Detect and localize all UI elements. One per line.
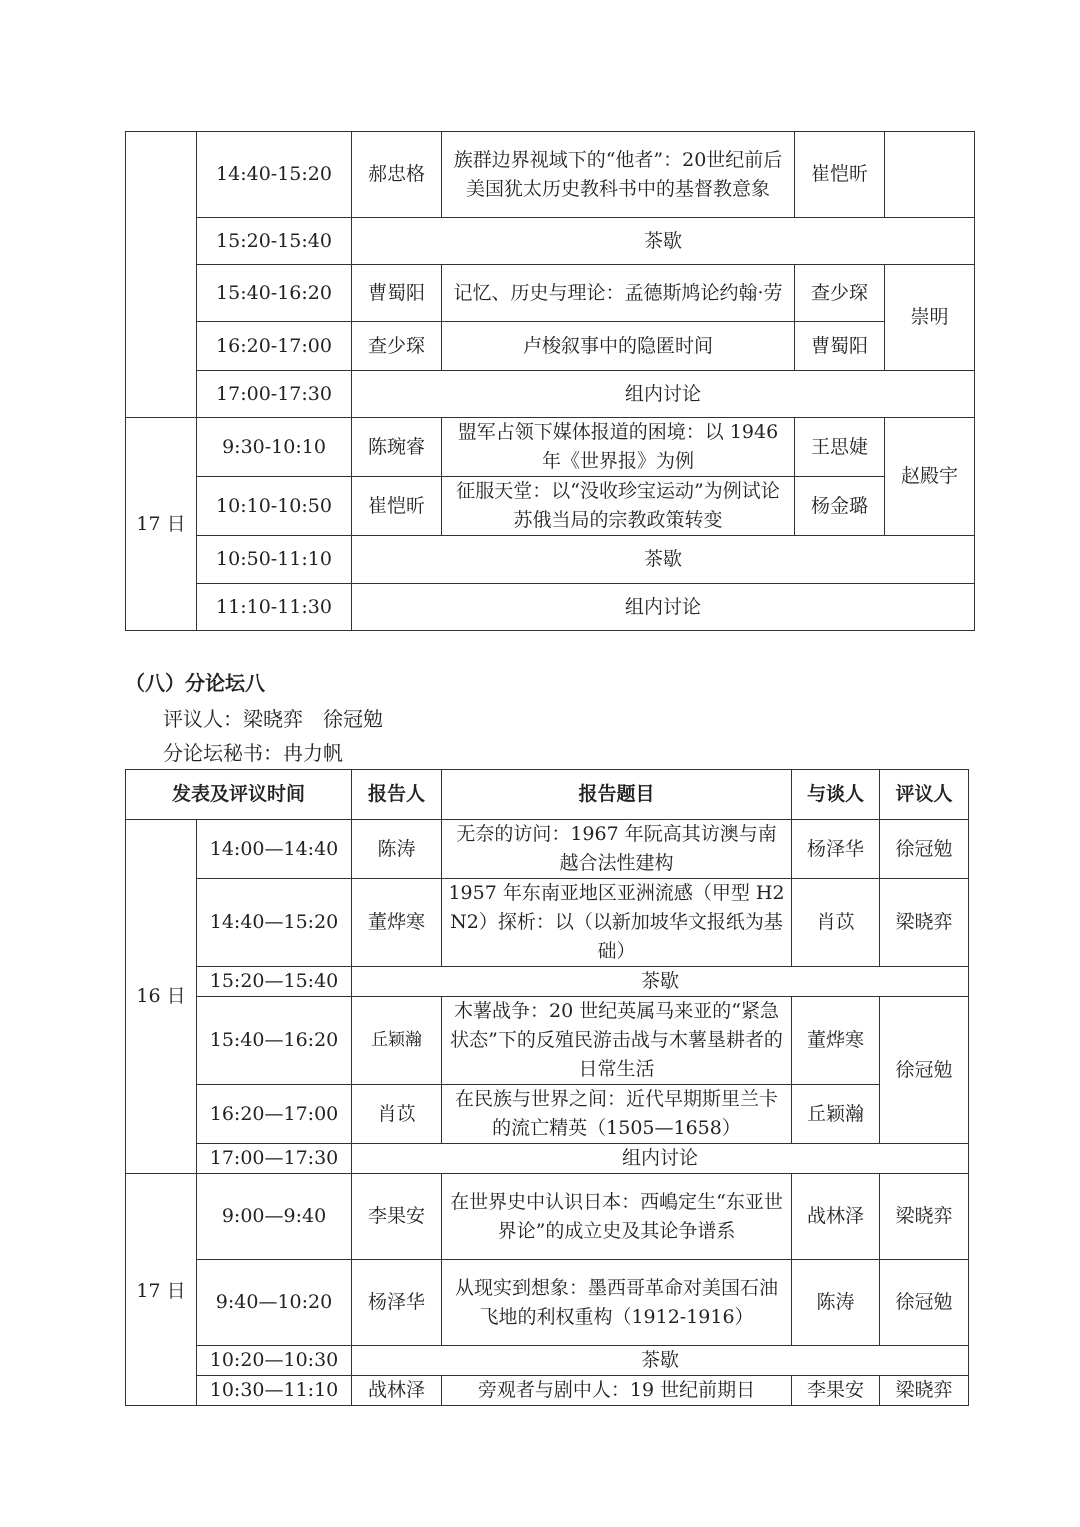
table-row xyxy=(126,322,975,371)
note-cell: 组内讨论 xyxy=(352,1144,969,1174)
table-row xyxy=(126,1346,969,1376)
reviewers-line: 评议人：梁晓弈 徐冠勉 xyxy=(163,707,383,731)
time-cell: 10:20—10:30 xyxy=(197,1346,352,1376)
time-cell: 14:40—15:20 xyxy=(197,879,352,967)
discussant-cell: 曹蜀阳 xyxy=(795,322,885,371)
reviewer-cell xyxy=(885,132,975,218)
day-cell: 17 日 xyxy=(126,418,197,631)
header-title: 报告题目 xyxy=(442,770,792,820)
speaker-cell: 杨泽华 xyxy=(352,1260,442,1346)
time-cell: 9:40—10:20 xyxy=(197,1260,352,1346)
note-cell: 组内讨论 xyxy=(352,371,975,418)
note-cell: 茶歇 xyxy=(352,967,969,997)
header-reviewer: 评议人 xyxy=(880,770,969,820)
discussant-cell: 肖苡 xyxy=(792,879,880,967)
title-cell: 盟军占领下媒体报道的困境：以 1946 年《世界报》为例 xyxy=(442,418,795,477)
schedule-table-continued xyxy=(125,131,975,631)
time-cell: 17:00—17:30 xyxy=(197,1144,352,1174)
title-cell: 在世界史中认识日本：西嶋定生“东亚世界论”的成立史及其论争谱系 xyxy=(442,1174,792,1260)
table-row xyxy=(126,997,969,1085)
discussant-cell: 陈涛 xyxy=(792,1260,880,1346)
speaker-cell: 董烨寒 xyxy=(352,879,442,967)
table-row xyxy=(126,584,975,631)
table-row xyxy=(126,132,975,218)
title-cell: 1957 年东南亚地区亚洲流感（甲型 H2N2）探析：以（以新加坡华文报纸为基础） xyxy=(442,879,792,967)
discussant-cell: 战林泽 xyxy=(792,1174,880,1260)
table-row xyxy=(126,371,975,418)
reviewer-cell: 赵殿宇 xyxy=(885,418,975,536)
title-cell: 无奈的访问：1967 年阮高其访澳与南越合法性建构 xyxy=(442,820,792,879)
time-cell: 16:20—17:00 xyxy=(197,1085,352,1144)
title-cell: 木薯战争：20 世纪英属马来亚的“紧急状态”下的反殖民游击战与木薯垦耕者的日常生活 xyxy=(442,997,792,1085)
note-cell: 茶歇 xyxy=(352,536,975,584)
speaker-cell: 战林泽 xyxy=(352,1376,442,1406)
title-cell: 卢梭叙事中的隐匿时间 xyxy=(442,322,795,371)
time-cell: 9:00—9:40 xyxy=(197,1174,352,1260)
table-row xyxy=(126,1260,969,1346)
title-cell: 旁观者与剧中人：19 世纪前期日 xyxy=(442,1376,792,1406)
time-cell: 10:30—11:10 xyxy=(197,1376,352,1406)
header-discussant: 与谈人 xyxy=(792,770,880,820)
speaker-cell: 曹蜀阳 xyxy=(352,265,442,322)
table-row xyxy=(126,477,975,536)
time-cell: 15:40—16:20 xyxy=(197,997,352,1085)
time-cell: 14:40-15:20 xyxy=(197,132,352,218)
table-row xyxy=(126,1174,969,1260)
title-cell: 记忆、历史与理论：孟德斯鸠论约翰·劳 xyxy=(442,265,795,322)
header-speaker: 报告人 xyxy=(352,770,442,820)
day-cell xyxy=(126,132,197,418)
time-cell: 15:20—15:40 xyxy=(197,967,352,997)
discussant-cell: 李果安 xyxy=(792,1376,880,1406)
discussant-cell: 杨金璐 xyxy=(795,477,885,536)
speaker-cell: 陈涛 xyxy=(352,820,442,879)
title-cell: 从现实到想象：墨西哥革命对美国石油飞地的利权重构（1912-1916） xyxy=(442,1260,792,1346)
speaker-cell: 陈琬睿 xyxy=(352,418,442,477)
title-cell: 在民族与世界之间：近代早期斯里兰卡的流亡精英（1505—1658） xyxy=(442,1085,792,1144)
table-row xyxy=(126,1376,969,1406)
time-cell: 16:20-17:00 xyxy=(197,322,352,371)
table-row xyxy=(126,218,975,265)
time-cell: 15:20-15:40 xyxy=(197,218,352,265)
speaker-cell: 李果安 xyxy=(352,1174,442,1260)
day-cell: 16 日 xyxy=(126,820,197,1174)
speaker-cell: 郝忠格 xyxy=(352,132,442,218)
table-row xyxy=(126,1144,969,1174)
speaker-cell: 查少琛 xyxy=(352,322,442,371)
time-cell: 10:50-11:10 xyxy=(197,536,352,584)
speaker-cell: 肖苡 xyxy=(352,1085,442,1144)
table-row xyxy=(126,536,975,584)
table-row xyxy=(126,265,975,322)
header-row xyxy=(126,770,969,820)
discussant-cell: 丘颖瀚 xyxy=(792,1085,880,1144)
reviewer-cell: 徐冠勉 xyxy=(880,997,969,1144)
speaker-cell: 丘颖瀚 xyxy=(352,997,442,1085)
table-row xyxy=(126,879,969,967)
time-cell: 17:00-17:30 xyxy=(197,371,352,418)
schedule-table-forum-8 xyxy=(125,769,969,1406)
time-cell: 9:30-10:10 xyxy=(197,418,352,477)
time-cell: 10:10-10:50 xyxy=(197,477,352,536)
time-cell: 15:40-16:20 xyxy=(197,265,352,322)
table-row xyxy=(126,1085,969,1144)
reviewer-cell: 崇明 xyxy=(885,265,975,371)
note-cell: 组内讨论 xyxy=(352,584,975,631)
table-row xyxy=(126,418,975,477)
speaker-cell: 崔恺昕 xyxy=(352,477,442,536)
discussant-cell: 董烨寒 xyxy=(792,997,880,1085)
note-cell: 茶歇 xyxy=(352,218,975,265)
header-time: 发表及评议时间 xyxy=(126,770,352,820)
section-heading: （八）分论坛八 xyxy=(125,671,265,695)
time-cell: 14:00—14:40 xyxy=(197,820,352,879)
title-cell: 征服天堂：以“没收珍宝运动”为例试论苏俄当局的宗教政策转变 xyxy=(442,477,795,536)
reviewer-cell: 徐冠勉 xyxy=(880,1260,969,1346)
reviewer-cell: 梁晓弈 xyxy=(880,1174,969,1260)
discussant-cell: 杨泽华 xyxy=(792,820,880,879)
day-cell: 17 日 xyxy=(126,1174,197,1406)
discussant-cell: 查少琛 xyxy=(795,265,885,322)
discussant-cell: 崔恺昕 xyxy=(795,132,885,218)
title-cell: 族群边界视域下的“他者”：20世纪前后美国犹太历史教科书中的基督教意象 xyxy=(442,132,795,218)
table-row xyxy=(126,820,969,879)
reviewer-cell: 梁晓弈 xyxy=(880,879,969,967)
table-row xyxy=(126,967,969,997)
note-cell: 茶歇 xyxy=(352,1346,969,1376)
reviewer-cell: 梁晓弈 xyxy=(880,1376,969,1406)
reviewer-cell: 徐冠勉 xyxy=(880,820,969,879)
discussant-cell: 王思婕 xyxy=(795,418,885,477)
time-cell: 11:10-11:30 xyxy=(197,584,352,631)
secretary-line: 分论坛秘书：冉力帆 xyxy=(163,741,343,765)
